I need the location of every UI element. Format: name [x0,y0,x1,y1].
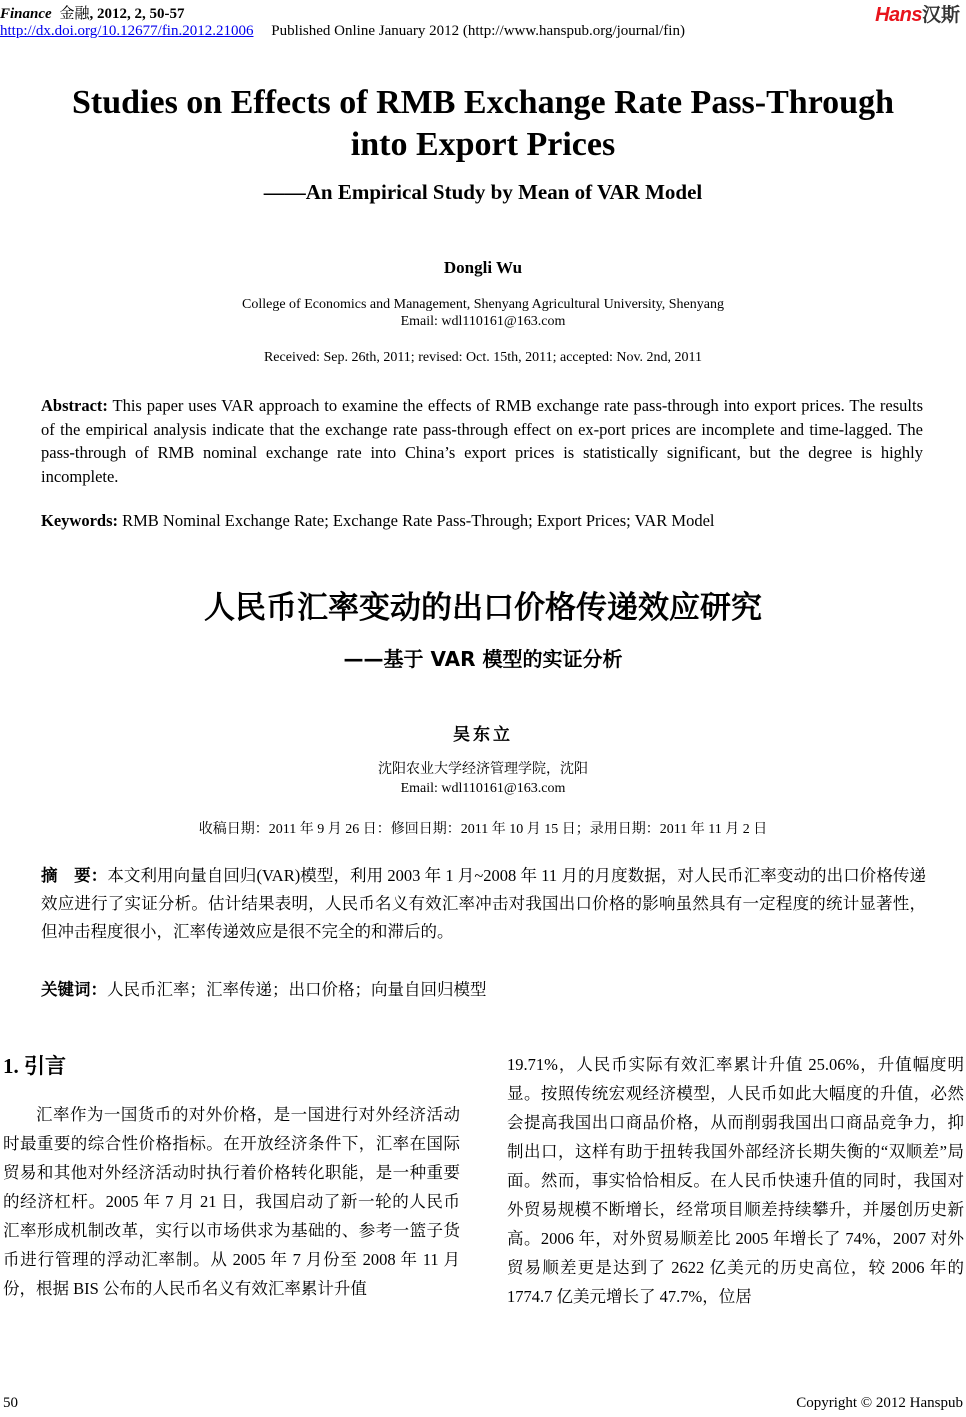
right-column-text: 19.71%，人民币实际有效汇率累计升值 25.06%，升值幅度明显。按照传统宏观经济模型，人民币如此大幅度的升值，必然会提高我国出口商品价格，从而削弱我国出口商品竞争力，抑制出口，这样有助于扭转我国外部经济长期失衡的“双顺差”局面。然而，事实恰恰相反。在人民币快速升值的同时，我国对外贸易规模不断增长，经常项目顺差持续攀升，并屡创历史新高。2006 年，对外贸易顺差比 2005 年增长了 74%，2007 对外贸易顺差更是达到了 2622 亿美元的历史高位，较 2006 年的 1774.7 亿美元增长了 47.7%，位居 [507,1055,964,1306]
paper-title [0,82,966,166]
left-column-text: 汇率作为一国货币的对外价格，是一国进行对外经济活动时最重要的综合性价格指标。在开放经济条件下，汇率在国际贸易和其他对外经济活动时执行着价格转化职能，是一种重要的经济杠杆。2005 年 7 月 21 日，我国启动了新一轮的人民币汇率形成机制改革，实行以市场供求为基础的、参考一篮子货币进行管理的浮动汇率制。从 2005 年 7 月份至 2008 年 11 月份，根据 BIS 公布的人民币名义有效汇率累计升值 [3,1105,460,1298]
title-line-1: Studies on Effects of RMB Exchange Rate Pass-Through [71,84,894,121]
affiliation-text: College of Economics and Management, Shenyang Agricultural University, Shenyang [242,297,724,312]
copyright: Copyright © 2012 Hanspub [796,1395,963,1411]
chinese-keywords-text: 人民币汇率；汇率传递；出口价格；向量自回归模型 [107,980,487,999]
chinese-keywords-label: 关键词： [41,980,107,999]
chinese-received-dates: 收稿日期：2011 年 9 月 26 日：修回日期：2011 年 10 月 15 日；录用日期：2011 年 11 月 2 日 [198,822,768,837]
journal-header [0,2,184,23]
logo-cn: 汉斯 [921,5,960,26]
chinese-author: 吴东立 [453,725,513,744]
published-info: Published Online January 2012 (http://www.hanspub.org/journal/fin) [271,23,685,39]
abstract-label: Abstract: [41,396,108,415]
section-heading-introduction: 1. 引言 [3,1054,66,1078]
body-right-column [507,1050,964,1311]
keywords-text: RMB Nominal Exchange Rate; Exchange Rate Pass-Through; Export Prices; VAR Model [118,511,715,530]
abstract [41,394,923,488]
author-name: Dongli Wu [443,258,523,277]
doi-line [0,23,685,40]
author-email: Email: wdl110161@163.com [400,314,566,329]
chinese-title: 人民币汇率变动的出口价格传递效应研究 [204,590,762,626]
chinese-affiliation-text: 沈阳农业大学经济管理学院，沈阳 [378,762,588,777]
journal-name: Finance [0,6,52,22]
chinese-keywords [41,976,926,1004]
journal-name-cn: 金融 [59,4,90,22]
page-number: 50 [3,1395,18,1411]
chinese-abstract [41,862,926,946]
chinese-email: Email: wdl110161@163.com [400,781,566,796]
title-line-2: into Export Prices [350,126,616,163]
journal-info: , 2012, 2, 50-57 [89,6,185,22]
author-affiliation [0,296,966,330]
chinese-abstract-text: 本文利用向量自回归(VAR)模型，利用 2003 年 1 月~2008 年 11 月的月度数据，对人民币汇率变动的出口价格传递效应进行了实证分析。估计结果表明，人民币名义有效汇率冲击对我国出口价格的影响虽然具有一定程度的统计显著性，但冲击程度很小，汇率传递效应是很不完全的和滞后的。 [41,866,927,941]
received-dates: Received: Sep. 26th, 2011; revised: Oct. 15th, 2011; accepted: Nov. 2nd, 2011 [263,350,703,365]
chinese-subtitle: ——基于 VAR 模型的实证分析 [343,647,623,671]
abstract-text: This paper uses VAR approach to examine the effects of RMB exchange rate pass-through into export prices. The results of the empirical analysis indicate that the exchange rate pass-through effect on ex-port prices are incomplete and time-lagged. The pass-through of RMB nominal exchange rate into China’s export prices is statistically significant, but the degree is highly incomplete. [41,396,923,486]
chinese-abstract-label: 摘 要： [41,866,108,885]
body-left-column [3,1100,460,1303]
keywords-label: Keywords: [41,511,118,530]
paper-subtitle: ——An Empirical Study by Mean of VAR Model [263,180,703,204]
logo-latin: Hans [875,4,922,26]
doi-link[interactable]: http://dx.doi.org/10.12677/fin.2012.21006 [0,23,254,39]
hanspub-logo [875,0,960,27]
keywords [41,509,923,533]
chinese-affiliation [0,760,966,798]
